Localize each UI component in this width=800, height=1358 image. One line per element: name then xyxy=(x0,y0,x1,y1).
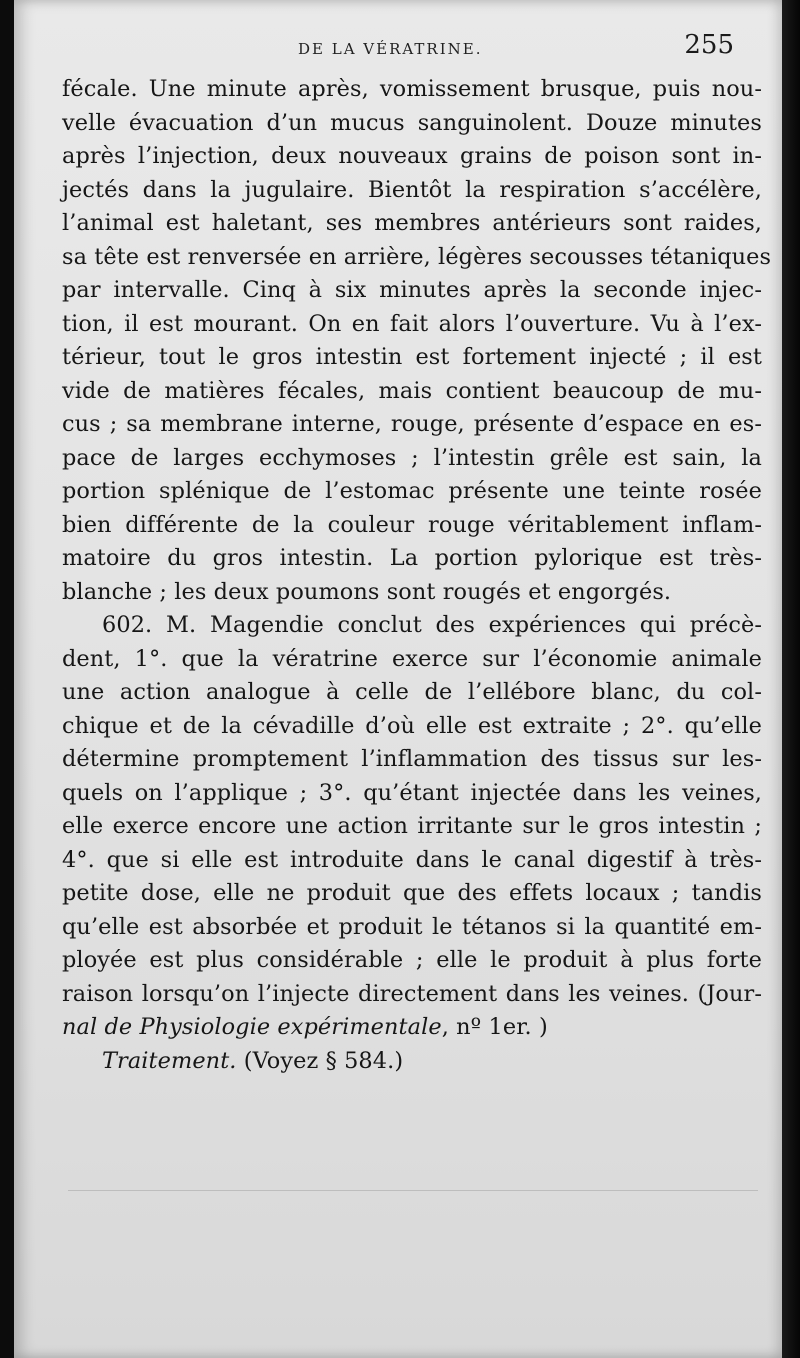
text-line: petite dose, elle ne produit que des effets locaux ; tandis xyxy=(62,880,762,906)
text-line: détermine promptement l’inflammation des tissus sur les- xyxy=(62,746,762,772)
text-line: vide de matières fécales, mais contient beaucoup de mu- xyxy=(62,377,762,404)
text-line: qu’elle est absorbée et produit le tétanos si la quantité em- xyxy=(62,913,762,940)
text-line: elle exerce encore une action irritante sur le gros intestin ; xyxy=(62,813,762,839)
citation-line xyxy=(62,1011,762,1045)
journal-title: nal de Physiologie expérimentale xyxy=(62,1014,442,1040)
text-line: fécale. Une minute après, vomissement brusque, puis nou- xyxy=(62,76,762,102)
footnote-rule xyxy=(68,1190,758,1191)
text-line: portion splénique de l’estomac présente une teinte rosée xyxy=(62,478,762,504)
text-line: sa tête est renversée en arrière, légères secousses tétaniques xyxy=(62,243,772,270)
running-head xyxy=(14,30,782,64)
text-line: dent, 1°. que la vératrine exerce sur l’économie animale xyxy=(62,645,762,672)
page-edge-shadow xyxy=(782,0,800,1358)
page-number: 255 xyxy=(684,30,734,60)
treatment-reference: (Voyez § 584.) xyxy=(236,1047,404,1074)
text-line: 4°. que si elle est introduite dans le canal digestif à très- xyxy=(62,846,762,873)
journal-issue: , nº 1er. ) xyxy=(441,1014,548,1040)
text-line: quels on l’applique ; 3°. qu’étant injectée dans les veines, xyxy=(62,779,762,806)
paragraph-602-start: 602. M. Magendie conclut des expériences qui précè- xyxy=(102,612,762,638)
body-text xyxy=(62,73,772,1078)
book-page xyxy=(14,0,782,1358)
text-line: raison lorsqu’on l’injecte directement dans les veines. (Jour- xyxy=(62,980,762,1007)
text-line: une action analogue à celle de l’ellébore blanc, du col- xyxy=(62,679,762,705)
text-line: pace de larges ecchymoses ; l’intestin grêle est sain, la xyxy=(62,444,762,471)
text-line: tion, il est mourant. On en fait alors l’ouverture. Vu à l’ex- xyxy=(62,310,762,337)
text-line: bien différente de la couleur rouge véritablement inflam- xyxy=(62,511,762,538)
text-line: cus ; sa membrane interne, rouge, présente d’espace en es- xyxy=(62,411,762,437)
text-line: après l’injection, deux nouveaux grains de poison sont in- xyxy=(62,143,762,169)
text-line: velle évacuation d’un mucus sanguinolent. Douze minutes xyxy=(62,109,762,136)
treatment-line xyxy=(62,1045,762,1079)
treatment-label: Traitement. xyxy=(102,1047,237,1074)
text-line: jectés dans la jugulaire. Bientôt la respiration s’accélère, xyxy=(62,176,762,203)
text-line: ployée est plus considérable ; elle le produit à plus forte xyxy=(62,947,762,973)
text-line: chique et de la cévadille d’où elle est extraite ; 2°. qu’elle xyxy=(62,712,762,739)
text-line: matoire du gros intestin. La portion pylorique est très- xyxy=(62,545,762,571)
text-line: l’animal est haletant, ses membres antérieurs sont raides, xyxy=(62,210,762,236)
text-line: par intervalle. Cinq à six minutes après la seconde injec- xyxy=(62,277,762,303)
text-line: blanche ; les deux poumons sont rougés et engorgés. xyxy=(62,578,672,605)
text-line: térieur, tout le gros intestin est fortement injecté ; il est xyxy=(62,344,762,370)
running-title: DE LA VÉRATRINE. xyxy=(298,40,483,58)
